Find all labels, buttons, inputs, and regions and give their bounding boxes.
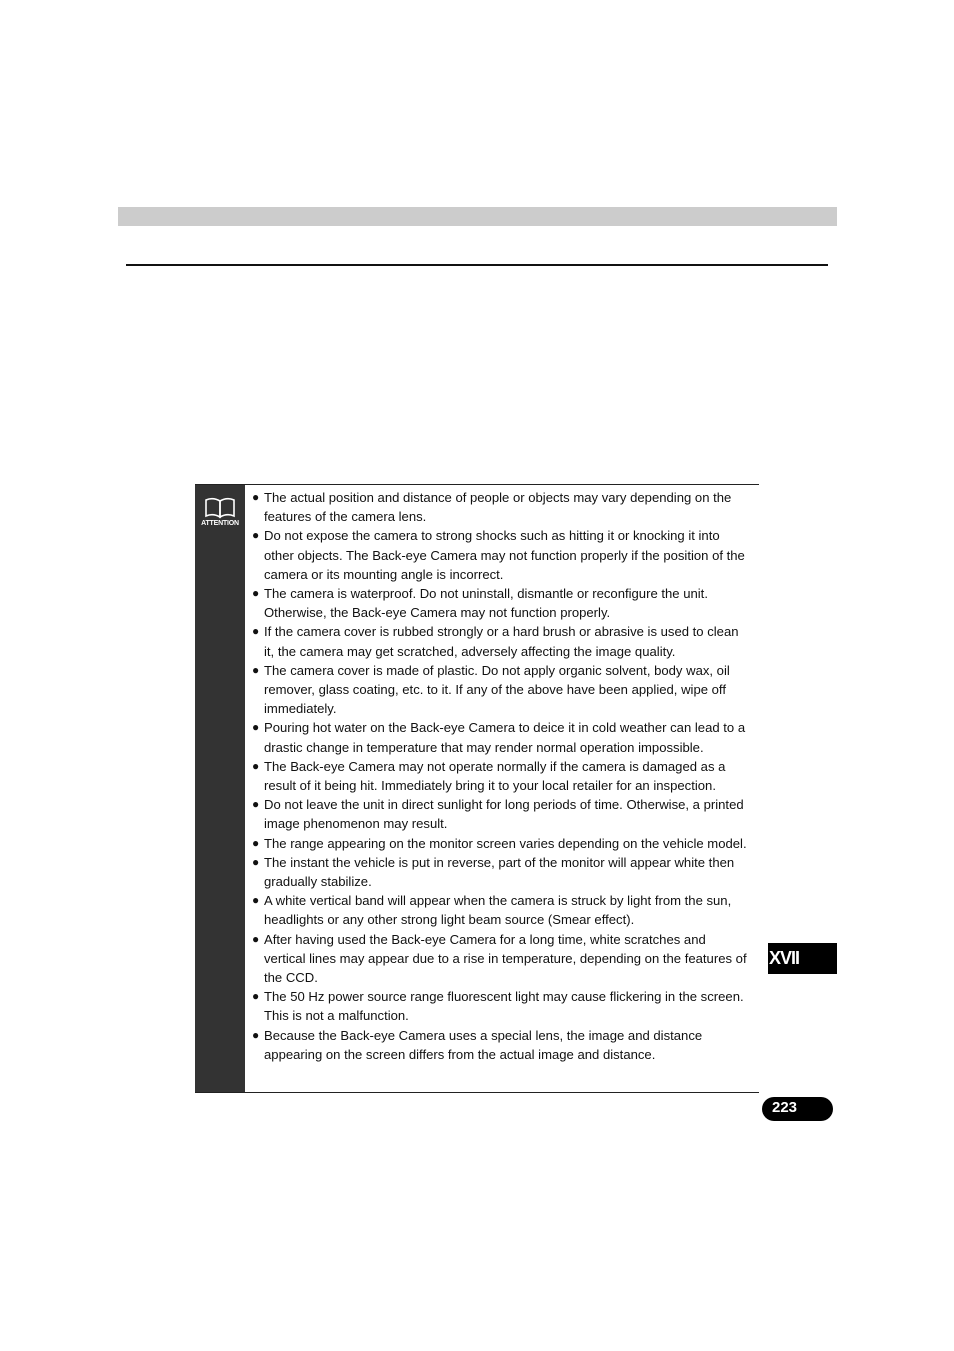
bullet-icon: ● <box>252 624 260 639</box>
bullet-icon: ● <box>252 528 260 543</box>
bullet-icon: ● <box>252 720 260 735</box>
attention-note-item <box>252 661 748 719</box>
header-rule <box>126 264 828 266</box>
attention-note-item <box>252 718 748 756</box>
attention-note-item <box>252 987 748 1025</box>
attention-note-text: If the camera cover is rubbed strongly or a hard brush or abrasive is used to clean it, the camera may get scratched, adversely affecting the image quality. <box>264 624 739 659</box>
attention-note-item <box>252 930 748 988</box>
attention-note-item <box>252 891 748 929</box>
attention-note-text: The range appearing on the monitor screen varies depending on the vehicle model. <box>264 835 747 851</box>
page-number: 223 <box>762 1097 833 1121</box>
bullet-icon: ● <box>252 662 260 677</box>
attention-label: ATTENTION <box>201 520 239 527</box>
attention-badge <box>200 497 240 527</box>
attention-note-text: Because the Back-eye Camera uses a special lens, the image and distance appearing on the screen differs from the actual image and distance. <box>264 1027 703 1062</box>
attention-notes-list <box>252 488 748 1064</box>
attention-note-text: The actual position and distance of people or objects may vary depending on the features of the camera lens. <box>264 490 732 525</box>
bullet-icon: ● <box>252 835 260 850</box>
bullet-icon: ● <box>252 586 260 601</box>
book-icon <box>204 497 236 519</box>
bullet-icon: ● <box>252 1027 260 1042</box>
bullet-icon: ● <box>252 893 260 908</box>
attention-sidebar <box>195 485 245 1092</box>
attention-note-item <box>252 795 748 833</box>
attention-note-text: The instant the vehicle is put in reverse, part of the monitor will appear white then gradually stabilize. <box>264 854 735 890</box>
bullet-icon: ● <box>252 797 260 812</box>
attention-box <box>195 484 759 1093</box>
attention-note-item <box>252 1026 748 1064</box>
section-tab: XVII <box>768 943 837 974</box>
attention-note-item <box>252 757 748 795</box>
attention-note-item <box>252 526 748 584</box>
attention-note-item <box>252 622 748 660</box>
bullet-icon: ● <box>252 490 260 504</box>
attention-note-text: The camera is waterproof. Do not uninstall, dismantle or reconfigure the unit. Otherwise, the Back-eye Camera may not function properly. <box>264 586 708 621</box>
attention-note-text: Do not expose the camera to strong shocks such as hitting it or knocking it into other objects. The Back-eye Camera may not function properly if the position of the camera or its mounting angle is incorrect. <box>264 528 745 582</box>
attention-note-item <box>252 584 748 622</box>
attention-note-text: A white vertical band will appear when the camera is struck by light from the sun, headlights or any other strong light beam source (Smear effect). <box>264 893 732 928</box>
bullet-icon: ● <box>252 989 260 1004</box>
attention-note-item <box>252 834 748 853</box>
attention-note-text: After having used the Back-eye Camera for a long time, white scratches and vertical lines may appear due to a rise in temperature, depending on the features of the CCD. <box>264 931 747 986</box>
attention-note-text: The camera cover is made of plastic. Do not apply organic solvent, body wax, oil remover, glass coating, etc. to it. If any of the above have been applied, wipe off immediately. <box>264 662 730 717</box>
bullet-icon: ● <box>252 854 260 869</box>
attention-note-text: The Back-eye Camera may not operate normally if the camera is damaged as a result of it being hit. Immediately bring it to your local retailer for an inspection. <box>264 758 726 794</box>
attention-note-item <box>252 853 748 891</box>
section-header-bar <box>118 207 837 226</box>
attention-note-text: Do not leave the unit in direct sunlight for long periods of time. Otherwise, a printed image phenomenon may result. <box>264 797 744 832</box>
bullet-icon: ● <box>252 931 260 946</box>
attention-note-item <box>252 488 748 526</box>
bullet-icon: ● <box>252 758 260 773</box>
attention-note-text: The 50 Hz power source range fluorescent light may cause flickering in the screen. This is not a malfunction. <box>264 989 744 1024</box>
attention-note-text: Pouring hot water on the Back-eye Camera to deice it in cold weather can lead to a drastic change in temperature that may render normal operation impossible. <box>264 720 746 755</box>
